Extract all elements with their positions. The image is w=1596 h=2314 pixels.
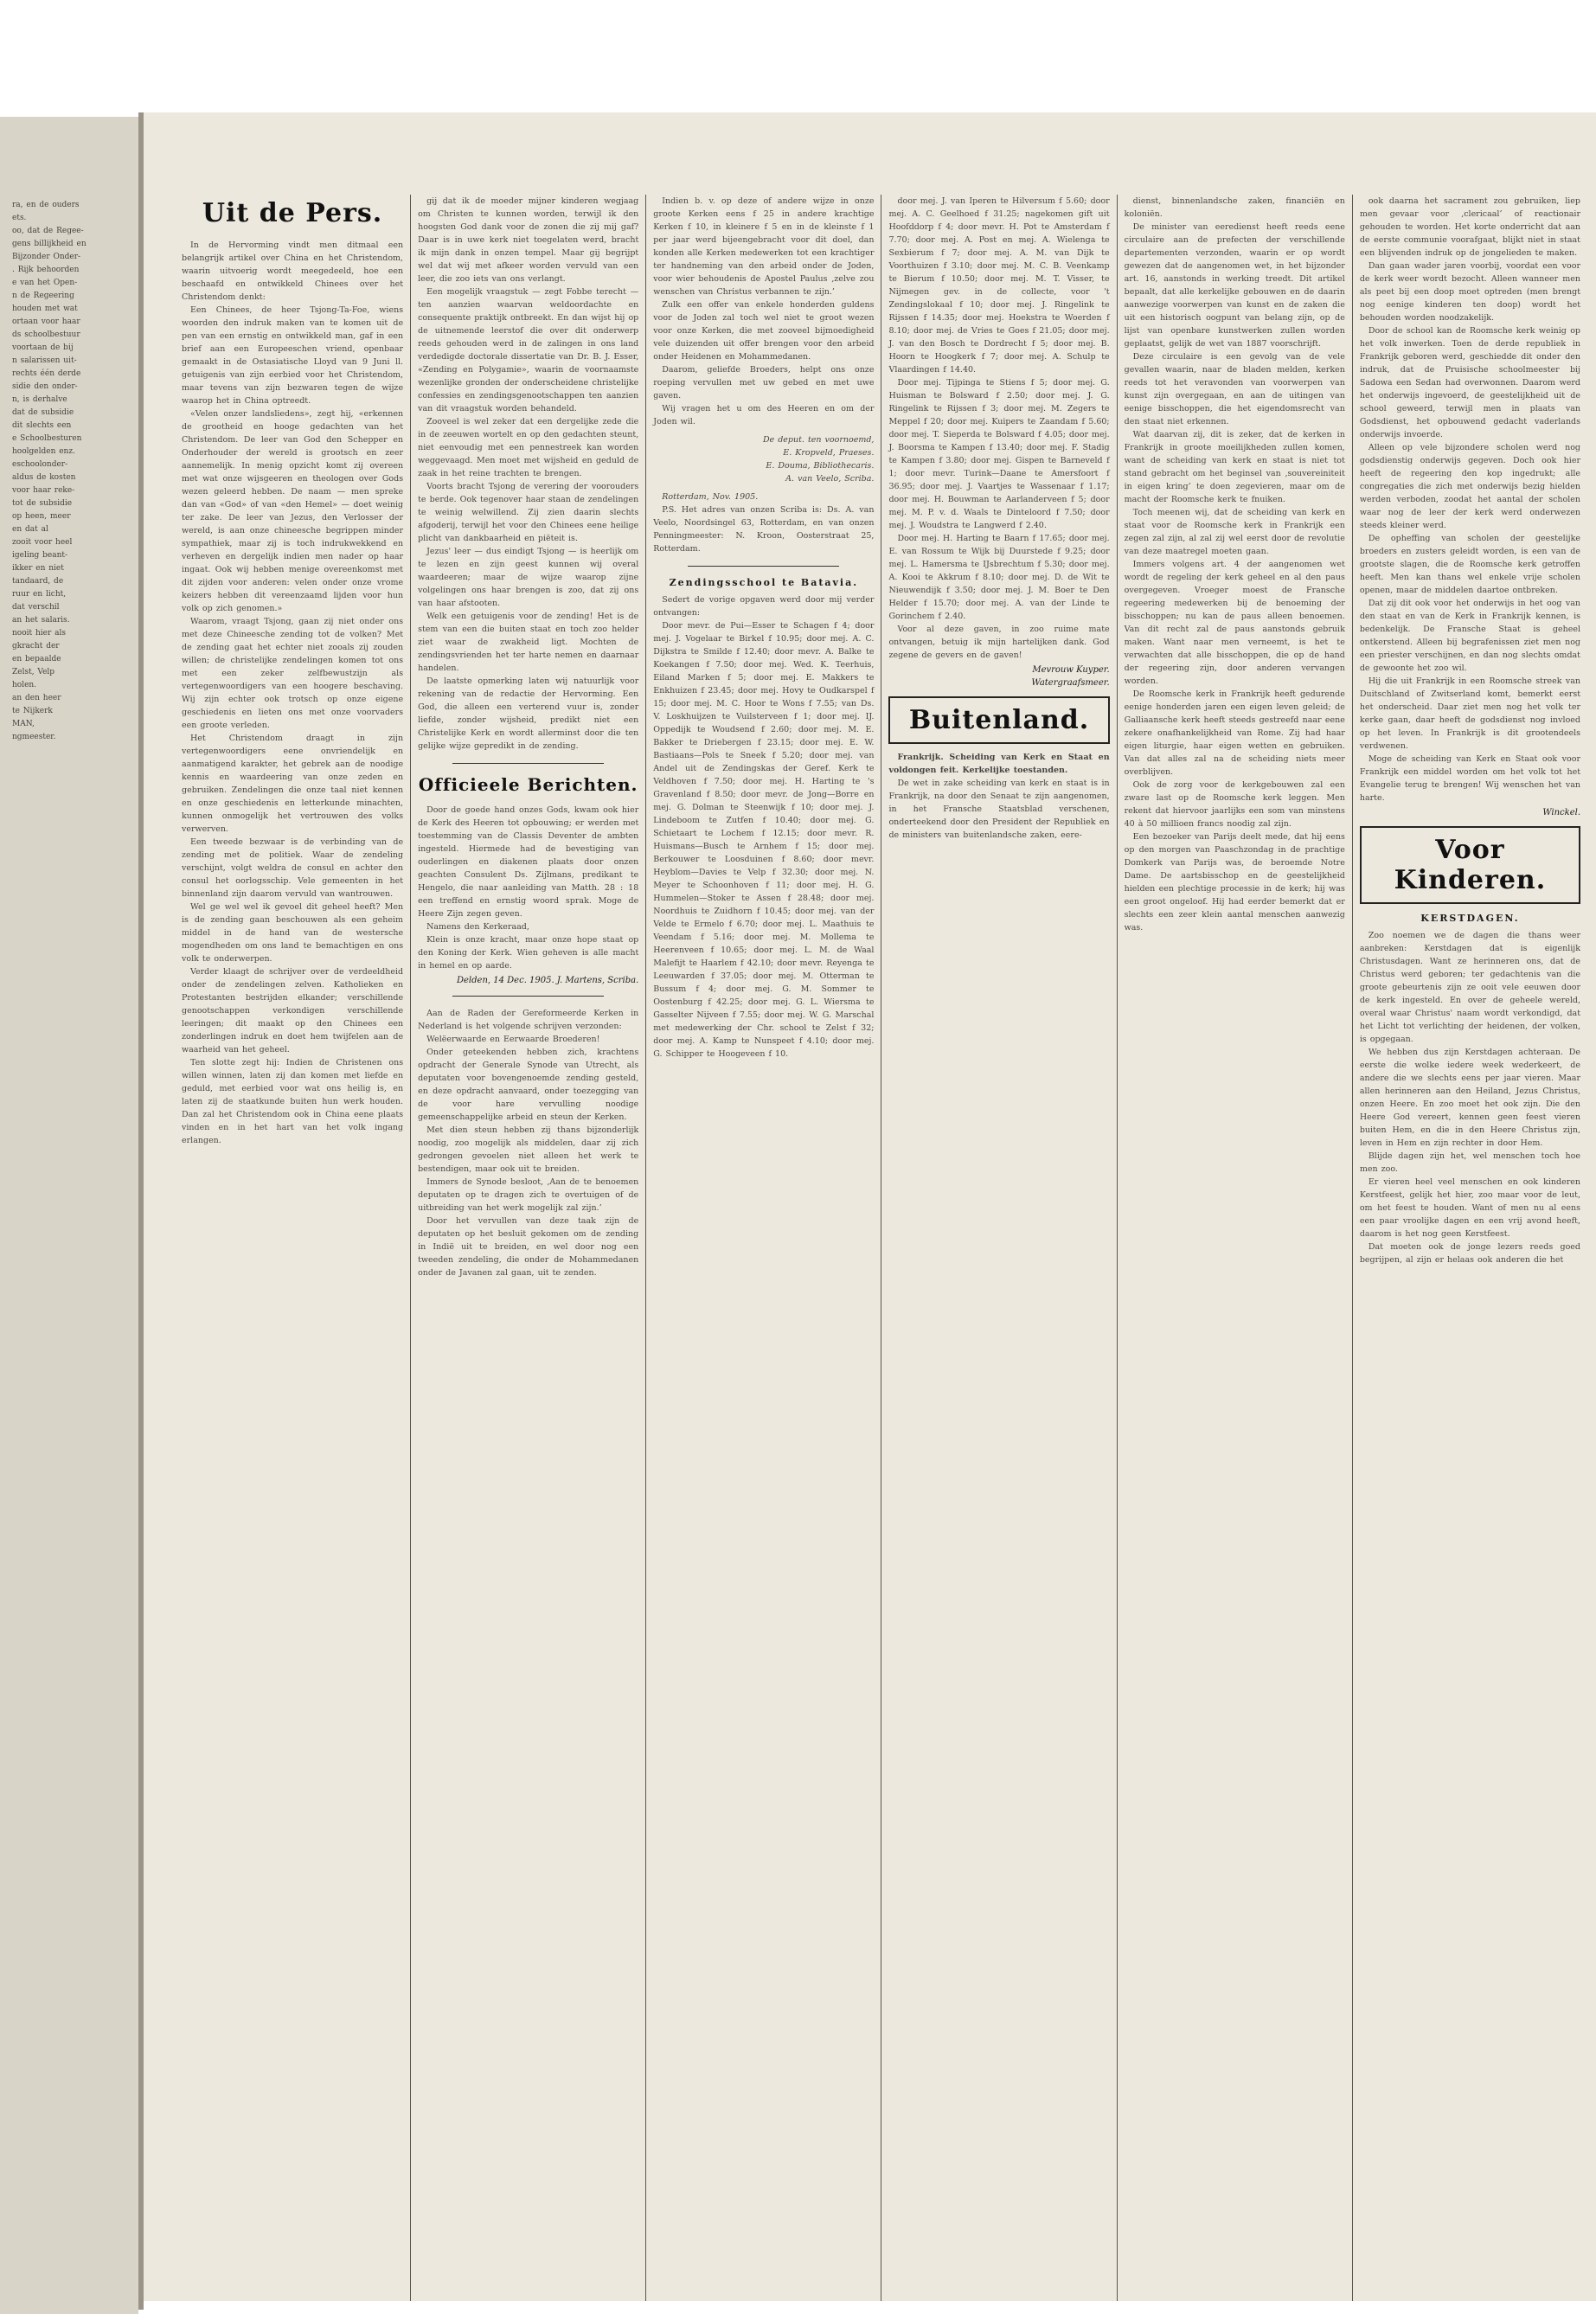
paragraph: Dat zij dit ook voor het onderwijs in het oog van den staat en van de Kerk in Frankrijk kennen, is bedenkelijk. De Fransche Staat is geheel ontkerstend. Alleen bij begrafenissen ziet men nog een priester verschijnen, en dan nog slechts omdat de gewoonte het zoo wil.: [1359, 599, 1581, 673]
paragraph: Een tweede bezwaar is de verbinding van de zending met de politiek. Waar de zendeling verschijnt, volgt weldra de consul en achter den consul het oorlogsschip. Vele gemeenten in het binnenland zijn daarom vervuld van wantrouwen.: [182, 837, 404, 899]
paragraph: Wat daarvan zij, dit is zeker, dat de kerken in Frankrijk in groote moeilijkheden zullen komen, want de scheiding van kerk en staat is niet tot stand gebracht om het beginsel van ‚souvereiniteit in eigen kring’ te doen zegevieren, maar om de macht der Roomsche kerk te fnuiken.: [1124, 430, 1345, 504]
column-4-body: [888, 195, 1109, 662]
paragraph: Door het vervullen van deze taak zijn de deputaten op het besluit gekomen om de zending in Indië uit te breiden, en wel door nog een tweeden zendeling, die onder de Mohammedanen onder de Javanen zal gaan, uit te zenden.: [418, 1216, 639, 1278]
previous-page-line: . Rijk behoorden: [12, 266, 80, 274]
paragraph: De laatste opmerking laten wij natuurlijk voor rekening van de redactie der Hervorming. Een God, die alleen een verterend vuur is, zonder liefde, zonder wijsheid, predikt niet een Christelijke Kerk en wordt allerminst door die ten gelijke wijze gepredikt in de zending.: [418, 676, 639, 751]
previous-page-line: eschoolonder-: [12, 460, 68, 469]
divider: [452, 763, 604, 764]
previous-page-line: ikker en niet: [12, 564, 64, 573]
contributor-place: Watergraafsmeer.: [1031, 678, 1110, 688]
paragraph: Dan gaan wader jaren voorbij, voordat een voor de kerk weer wordt bezocht. Alleen wanneer men als peet bij een doop moet optreden (men brengt nog eenige kinderen ten doop) wordt het behouden worden noodzakelijk.: [1359, 261, 1581, 323]
official-notices-body: [418, 804, 638, 972]
paragraph: Voor al deze gaven, in zoo ruime mate ontvangen, betuig ik mijn hartelijken dank. God zegene de gevers en de gaven!: [888, 625, 1110, 660]
previous-page-line: ngmeester.: [12, 733, 56, 741]
column-2-body: [418, 195, 638, 753]
paragraph: Hij die uit Frankrijk in een Roomsche streek van Duitschland of Zwitserland komt, bemerkt eerst het onderscheid. Daar ziet men nog het volk ter kerke gaan, daar heeft de godsdienst nog invloed op het leven. In Frankrijk is dit grootendeels verdwenen.: [1359, 676, 1581, 751]
previous-page-line: ruur en licht,: [12, 590, 67, 599]
paragraph: We hebben dus zijn Kerstdagen achteraan. De eerste die wolke iedere week wederkeert, de andere die we slechts eens per jaar vieren. Maar allen herinneren aan den Heiland, Jezus Christus, onzen Heere. En zoo moet het ook zijn. Die den Heere God vereert, kennen geen feest vieren buiten Hem, en die in den Heere Christus zijn, leven in Hem en zijn rechter in door Hem.: [1359, 1048, 1581, 1148]
paragraph: Met dien steun hebben zij thans bijzonderlijk noodig, zoo mogelijk als middelen, daar zij zich gedrongen gevoelen niet alleen het werk te bestendigen, maar ook uit te breiden.: [418, 1125, 639, 1174]
paragraph: Klein is onze kracht, maar onze hope staat op den Koning der Kerk. Wien geheven is alle macht in hemel en op aarde.: [418, 935, 639, 971]
paragraph: Door mej. H. Harting te Baarn f 17.65; door mej. E. van Rossum te Wijk bij Duurstede f 9.25; door mej. L. Hamersma te IJsbrechtum f 5.30; door mej. A. Kooi te Akkrum f 8.10; door mej. D. de Wit te Nieuwendijk f 3.50; door mej. J. M. Boer te Den Helder f 15.70; door mej. A. van der Linde te Gorinchem f 2.40.: [888, 534, 1110, 621]
previous-page-line: voortaan de bij: [12, 343, 74, 352]
paragraph: Zoo noemen we de dagen die thans weer aanbreken: Kerstdagen dat is eigenlijk Christusdagen. Want ze herinneren ons, dat de Christus werd geboren; ter gedachtenis van die groote gebeurtenis zijn ze ooit vele eeuwen door de kerk ingesteld. En over de geheele wereld, overal waar Christus' naam wordt verkondigd, dat het Licht tot verlichting der heidenen, der volken, is opgegaan.: [1359, 931, 1581, 1044]
previous-page-line: ds schoolbestuur: [12, 330, 80, 339]
column-3-body: [653, 195, 874, 428]
section-title-buitenland: Buitenland.: [908, 705, 1090, 735]
previous-page-line: hoolgelden enz.: [12, 447, 75, 456]
section-title-voor-kinderen: Voor Kinderen.: [1394, 835, 1547, 895]
paragraph: ook daarna het sacrament zou gebruiken, liep men gevaar voor ‚clericaal’ of reactionair gehouden te worden. Het korte onderricht dat aan de eerste communie voorafgaat, blijkt niet in staat een blijvenden indruk op de jongelieden te maken.: [1359, 196, 1581, 258]
paragraph: Er vieren heel veel menschen en ook kinderen Kerstfeest, gelijk het hier, zoo maar voor de leut, om het feest te houden. Want of men nu al eens een paar vroolijke dagen en een vrij avond heeft, daarom is het nog geen Kerstfeest.: [1359, 1177, 1581, 1239]
column-5-body: [1125, 195, 1345, 934]
previous-page-line: zooit voor heel: [12, 538, 73, 547]
paragraph: Wel ge wel wel ik gevoel dit geheel heeft? Men is de zending gaan beschouwen als een geheim middel in de hand van de westersche mogendheden om ons land te bemachtigen en ons volk te onderwerpen.: [182, 902, 404, 964]
paragraph: Welëerwaarde en Eerwaarde Broederen!: [426, 1035, 600, 1044]
paragraph: Toch meenen wij, dat de scheiding van kerk en staat voor de Roomsche kerk in Frankrijk een zegen zal zijn, al zal zij wel eerst door de revolutie van deze maatregel moeten gaan.: [1124, 508, 1345, 556]
previous-page-line: ortaan voor haar: [12, 317, 80, 326]
previous-page-line: oo, dat de Regee-: [12, 227, 84, 235]
previous-page-line: tandaard, de: [12, 577, 64, 586]
paragraph: Zulk een offer van enkele honderden guldens voor de Joden zal toch wel niet te groot wezen voor onze Kerken, die met zooveel bijmoedigheid vele duizenden uit offer brengen voor den arbeid onder Heidenen en Mohammedanen.: [653, 300, 875, 362]
paragraph: dienst, binnenlandsche zaken, financiën en koloniën.: [1124, 196, 1345, 219]
paragraph: Onder geteekenden hebben zich, krachtens opdracht der Generale Synode van Utrecht, als deputaten voor bovengenoemde zending gesteld, en deze opdracht aanvaard, onder toezegging van de voor hare vervulling noodige gemeenschappelijke arbeid en steun der Kerken.: [418, 1048, 639, 1122]
previous-page-line: tot de subsidie: [12, 499, 73, 508]
paragraph: De Roomsche kerk in Frankrijk heeft gedurende eenige honderden jaren een eigen leven geleid; de Galliaansche kerk heeft steeds gestreefd naar eene zekere onafhankelijkheid van Rome. Zij had haar eigen liturgie, haar eigen wetten en gebruiken. Van dat alles zal na de scheiding niets meer overblijven.: [1124, 689, 1345, 777]
previous-page-line: ets.: [12, 214, 27, 222]
article-signature: Winckel.: [1542, 808, 1581, 817]
column-1: [175, 195, 410, 2301]
official-signature: Delden, 14 Dec. 1905. J. Martens, Scriba.: [457, 976, 639, 985]
paragraph: Namens den Kerkeraad,: [426, 922, 529, 932]
newspaper-page: [144, 112, 1596, 2301]
paragraph: door mej. J. van Iperen te Hilversum f 5.60; door mej. A. C. Geelhoed f 31.25; nagekomen gift uit Hoofddorp f 4; door mevr. H. Pot te Amsterdam f 7.70; door mej. A. Post en mej. A. Wielenga te Sexbierum f 7; door mej. A. M. van Dijk te Voorthuizen f 3.10; door mej. M. C. B. Veenkamp te Bierum f 10.50; door mej. M. T. Visser, te Nijmegen gev. in de collecte, voor 't Zendingslokaal f 10; door mej. J. Ringelink te Rijssen f 14.35; door mej. Hoekstra te Woerden f 8.10; door mej. de Vries te Goes f 21.05; door mej. J. van den Bosch te Dordrecht f 5; door mej. B. Hoorn te Hoogkerk f 7; door mej. A. Schulp te Vlaardingen f 14.40.: [888, 196, 1110, 375]
column-2: [410, 195, 645, 2301]
column-1-body: [182, 239, 403, 1147]
column-6-body: [1360, 195, 1580, 804]
paragraph: In de Hervorming vindt men ditmaal een belangrijk artikel over China en het Christendom, waarin uitvoerig wordt meegedeeld, hoe een beschaafd en ontwikkeld Chinees over het Christendom denkt:: [182, 240, 404, 302]
section-title-zendingsschool: Zendingsschool te Batavia.: [669, 577, 859, 588]
paragraph: Ten slotte zegt hij: Indien de Christenen ons willen winnen, laten zij dan komen met liefde en geduld, met eerbied voor wat ons heilig is, en laten zij de staatkunde buiten hun werk houden. Dan zal het Christendom ook in China eene plaats vinden en in het hart van het volk ingang erlangen.: [182, 1058, 404, 1145]
paragraph: Een Chinees, de heer Tsjong-Ta-Foe, wiens woorden den indruk maken van te komen uit de pen van een ernstig en ontwikkeld man, gaf in een brief aan een Europeeschen vriend, openbaar gemaakt in de Ostasiatische Lloyd van 9 Juni ll. getuigenis van zijn eerbied voor het Christendom, maar tevens van zijn bezwaren tegen de wijze waarop het in China optreedt.: [182, 305, 404, 406]
paragraph: Alleen op vele bijzondere scholen werd nog godsdienstig onderwijs gegeven. Doch ook hier heeft de regeering den kop ingedrukt; alle congregaties die zich met onderwijs bezig hielden werden verboden, zoodat het aantal der scholen waar nog de leer der kerk werd onderwezen steeds kleiner werd.: [1359, 443, 1581, 530]
buitenland-header-box: [888, 696, 1109, 744]
column-6: [1352, 195, 1587, 2301]
previous-page-line: holen.: [12, 681, 37, 689]
paragraph: Immers volgens art. 4 der aangenomen wet wordt de regeling der kerk geheel en al den paus overgegeven. Vroeger moest de Fransche regeering medewerken bij de benoeming der bisschoppen; nu kan de paus alleen benoemen. Van dit recht zal de paus aanstonds gebruik maken. Want naar men verneemt, is het te verwachten dat alle bisschoppen, die op de hand der regeering zijn, door anderen vervangen worden.: [1124, 560, 1345, 686]
zending-intro: Sedert de vorige opgaven werd door mij verder ontvangen:: [653, 595, 875, 618]
address-to-churches-body: [418, 1007, 638, 1279]
paragraph: Dat moeten ook de jonge lezers reeds goed begrijpen, al zijn er helaas ook anderen die het: [1359, 1242, 1581, 1265]
previous-page-line: MAN,: [12, 720, 35, 728]
paragraph: Deze circulaire is een gevolg van de vele gevallen waarin, naar de bladen melden, kerken reeds tot het veravonden van voorwerpen van kunst zijn overgegaan, en aan de uitingen van eenige bisschoppen, die het eigendomsrecht van den staat niet erkennen.: [1124, 352, 1345, 426]
paragraph: Door mej. Tijpinga te Stiens f 5; door mej. G. Huisman te Bolsward f 2.50; door mej. J. G. Ringelink te Rijssen f 3; door mej. M. Zegers te Meppel f 20; door mej. Kuipers te Zaandam f 5.60; door mej. T. Sieperda te Bolsward f 4.05; door mej. J. Boorsma te Kampen f 13.40; door mej. F. Stadig te Kampen f 3.80; door mej. Gispen te Barneveld f 1; door mevr. Turink—Daane te Amersfoort f 36.95; door mej. J. Vaartjes te Wassenaar f 1.17; door mej. H. Bouwman te Aarlanderveen f 5; door mej. M. P. v. d. Waals te Dinteloord f 7.50; door mej. J. Woudstra te Langwerd f 2.40.: [888, 378, 1110, 530]
zending-donations-list: Door mevr. de Pui—Esser te Schagen f 4; door mej. J. Vogelaar te Birkel f 10.95; door mej. A. C. Dijkstra te Smilde f 12.40; door mevr. A. Balke te Koekangen f 7.50; door mej. Wed. K. Teerhuis, Eiland Marken f 5; door mej. E. Makkers te Enkhuizen f 23.45; door mej. Hovy te Oudkarspel f 15; door mej. M. C. Hoor te Wons f 7.55; van Ds. V. Loskhuijzen te Vuilsterveen f 1; door mej. IJ. Oppedijk te Woudsend f 2.60; door mej. M. E. Bakker te Driebergen f 23.15; door mej. E. W. Bastiaans—Pols te Sneek f 5.20; door mej. van Andel uit de Zendingskas der Geref. Kerk te Veldhoven f 7.50; door mej. H. Harting te 's Gravenland f 8.50; door mevr. de Jong—Borre en mej. G. Dolman te Steenwijk f 10; door mej. J. Lindeboom te Zutfen f 10.40; door mej. G. Schietaart te Lochem f 12.15; door mevr. R. Huismans—Busch te Arnhem f 15; door mej. Berkouwer te Loosduinen f 8.60; door mevr. Heyblom—Davies te Velp f 32.30; door mej. N. Meyer te Schoonhoven f 11; door mej. H. G. Hummelen—Stoker te Assen f 28.48; door mej. Noordhuis te Zuidhorn f 10.45; door mej. van der Velde te Ermelo f 6.70; door mej. L. Maathuis te Veendam f 5.16; door mej. M. Mollema te Heerenveen f 10.65; door mej. L. M. de Waal Malefijt te Haarlem f 42.10; door mevr. Reyenga te Leeuwarden f 37.05; door mej. M. Otterman te Bussum f 4; door mej. G. M. Sommer te Oostenburg f 42.25; door mej. G. L. Wiersma te Gasselter Nijveen f 7.55; door mej. W. G. Marschal met medewerking der Chr. school te Zelst f 32; door mej. A. Kamp te Nunspeet f 4.10; door mej. G. Schipper te Hoogeveen f 10.: [653, 621, 875, 1059]
section-title-uit-de-pers: Uit de Pers.: [202, 198, 383, 228]
frankrijk-article-body: [888, 777, 1109, 842]
previous-page-line: op heen, meer: [12, 512, 71, 521]
previous-page-line: sidie den onder-: [12, 382, 78, 391]
previous-page-line: en dat al: [12, 525, 48, 534]
previous-page-line: e van het Open-: [12, 279, 78, 287]
previous-page-line: rechts één derde: [12, 369, 81, 378]
paragraph: Verder klaagt de schrijver over de verdeeldheid onder de zendelingen zelven. Katholieken en Protestanten bestrijden elkander; verschillende genootschappen verkondigen verschillende leeringen; dit maakt op den Chinees een zonderlingen indruk en doet hem twijfelen aan de waarheid van het geheel.: [182, 967, 404, 1054]
paragraph: Welk een getuigenis voor de zending! Het is de stem van een die buiten staat en toch zoo helder ziet waar de zwakheid ligt. Mochten de zendingsvrienden het ter harte nemen en daarnaar handelen.: [418, 612, 639, 673]
paragraph: Moge de scheiding van Kerk en Staat ook voor Frankrijk een middel worden om het volk tot het Evangelie terug te brengen! Wij wenschen het van harte.: [1359, 754, 1581, 803]
previous-page-line: an het salaris.: [12, 616, 70, 625]
paragraph: Waarom, vraagt Tsjong, gaan zij niet onder ons met deze Chineesche zending tot de volken? Met de zending gaat het echter niet zooals zij zouden willen; de christelijke zendelingen komen tot ons met een zeker zelfbewustzijn als vertegenwoordigers van een hoogere beschaving. Wij zijn echter ook trotsch op onze eigene geschiedenis en lieten ons met onze voorvaders een groote verleden.: [182, 617, 404, 730]
paragraph: Aan de Raden der Gereformeerde Kerken in Nederland is het volgende schrijven verzonden:: [418, 1009, 639, 1031]
previous-page-line: en bepaalde: [12, 655, 61, 663]
paragraph: Wij vragen het u om des Heeren en om der Joden wil.: [653, 404, 875, 426]
signatory-line: A. van Veelo, Scriba.: [785, 474, 875, 484]
paragraph: Door de goede hand onzes Gods, kwam ook hier de Kerk des Heeren tot opbouwing; er werden met toestemming van de Classis Deventer de ambten ingesteld. Hiermede had de bevestiging van ouderlingen en diakenen plaats door onzen geachten Consulent Ds. Zijlmans, predikant te Hengelo, die naar aanleiding van Matth. 28 : 18 een treffend en ernstig woord sprak. Moge de Heere Zijn zegen geven.: [418, 805, 639, 919]
deputies-signatures: [653, 433, 874, 485]
previous-page-fragment: [0, 117, 138, 2314]
previous-page-line: Zelst, Velp: [12, 668, 55, 676]
paragraph: Door de school kan de Roomsche kerk weinig op het volk inwerken. Toen de derde republiek in Frankrijk geboren werd, geschiedde dit onder den indruk, dat de Pruisische schoolmeester bij Sadowa een Sedan had overwonnen. Daarom werd het onderwijs ingevoerd, de geestelijkheid uit de school geweerd, terwijl men in plaats van Godsdienst, het opbouwend gedacht vaderlands onderwijs invoerde.: [1359, 326, 1581, 439]
previous-page-line: voor haar reke-: [12, 486, 75, 495]
previous-page-line: igeling beant-: [12, 551, 68, 560]
paragraph: Blijde dagen zijn het, wel menschen toch hoe men zoo.: [1359, 1151, 1581, 1174]
paragraph: «Velen onzer landsliedens», zegt hij, «erkennen de grootheid en hooge gedachten van het Christendom. De leer van God den Schepper en Onderhouder der wereld is grootsch en zeer aannemelijk. In menig opzicht komt zij overeen met wat onze wijsgeeren en theologen over Gods wezen geleerd hebben. De naam — men spreke dan van «God» of van «den Hemel» — doet weinig ter zake. De leer van Jezus, den Verlosser der wereld, is aan onze chineesche begrippen minder sympathiek, maar zij is toch indrukwekkend en verheven en dergelijk indien men nader op haar ingaat. Ook wij hebben menige overeenkomst met dit zijden voor anderen: velen onder onze vrome keizers hebben dit vereenzaamd lijden voor hun volk op zich genomen.»: [182, 409, 404, 613]
previous-page-line: n de Regeering: [12, 292, 74, 300]
previous-page-line: houden met wat: [12, 304, 78, 313]
previous-page-line: gens billijkheid en: [12, 240, 87, 248]
paragraph: Het Christendom draagt in zijn vertegenwoordigers eene onvriendelijk en aanmatigend karakter, het gebrek aan de noodige kennis en waardeering van onze zeden en gebruiken. Zendelingen die onze taal niet kennen en onze geschiedenis en letterkunde minachten, kunnen onmogelijk het vertrouwen des volks verwerven.: [182, 734, 404, 834]
previous-page-line: e Schoolbesturen: [12, 434, 82, 443]
voor-kinderen-header-box: [1360, 826, 1580, 904]
previous-page-line: nooit hier als: [12, 629, 67, 638]
paragraph: gij dat ik de moeder mijner kinderen wegjaag om Christen te kunnen worden, terwijl ik den hoogsten God dank voor de zonen die zij mij gaf? Daar is in uwe kerk niet toegelaten werd, bracht ik mijn dank in onzen tempel. Maar gij begrijpt wel dat wij met afkeer worden vervuld van een leer, die zoo iets van ons verlangt.: [418, 196, 639, 284]
signatory-line: E. Kropveld, Praeses.: [783, 448, 875, 458]
paragraph: Ook de zorg voor de kerkgebouwen zal een zware last op de Roomsche kerk leggen. Men rekent dat hiervoor jaarlijks een som van minstens 40 à 50 millioen francs noodig zal zijn.: [1124, 780, 1345, 829]
paragraph: Indien b. v. op deze of andere wijze in onze groote Kerken eens f 25 in andere krachtige Kerken f 10, in kleinere f 5 en in de kleinste f 1 per jaar werd bijeengebracht voor dit doel, dan konden alle Kerken medewerken tot een krachtiger ter handneming van den arbeid onder de Joden, voor wier behoudenis de Apostel Paulus ‚zelve zou wenschen van Christus verbannen te zijn.’: [653, 196, 875, 297]
paragraph: Immers de Synode besloot, ‚Aan de te benoemen deputaten op te dragen zich te overtuigen of de uitbreiding van het werk mogelijk zal zijn.’: [418, 1177, 639, 1213]
paragraph: Een bezoeker van Parijs deelt mede, dat hij eens op den morgen van Paaschzondag in de prachtige Domkerk van Parijs was, de beroemde Notre Dame. De aartsbisschop en de geestelijkheid hielden een plechtige processie in de kerk; hij was een groot ongeloof. Hij had eerder bemerkt dat er slechts een zeer klein aantal menschen aanwezig was.: [1124, 832, 1345, 933]
column-5: [1117, 195, 1352, 2301]
previous-page-line: ra, en de ouders: [12, 201, 80, 209]
paragraph: Voorts bracht Tsjong de verering der voorouders te berde. Ook tegenover haar staan de zendelingen te weinig welwillend. Zij zien daarin slechts afgoderij, terwijl het voor den Chinees eene heilige plicht van dankbaarheid en piëteit is.: [418, 482, 639, 543]
kerstdagen-heading: KERSTDAGEN.: [1420, 913, 1520, 924]
previous-page-line: aldus de kosten: [12, 473, 76, 482]
column-4: [881, 195, 1116, 2301]
kinderen-article-body: [1360, 929, 1580, 1266]
divider: [452, 996, 604, 997]
paragraph: Zooveel is wel zeker dat een dergelijke zede die in de zeeuwen wortelt en op den gedachten steunt, niet eenvoudig met een pennestreek kan worden weggevaagd. Men moet met wijsheid en geduld de zaak in het reine trachten te brengen.: [418, 417, 639, 478]
contributor-signature: Mevrouw Kuyper.: [1032, 665, 1110, 675]
previous-page-line: n salarissen uit-: [12, 356, 77, 365]
section-title-officieele-berichten: Officieele Berichten.: [418, 774, 638, 795]
previous-page-line: te Nijkerk: [12, 707, 53, 715]
column-3: [645, 195, 881, 2301]
postscript: P.S. Het adres van onzen Scriba is: Ds. A. van Veelo, Noordsingel 63, Rotterdam, en van onzen Penningmeester: N. Kroon, Oosterstraat 25, Rotterdam.: [653, 505, 875, 554]
previous-page-line: an den heer: [12, 694, 61, 702]
paragraph: De opheffing van scholen der geestelijke broeders en zusters geleidt worden, is een van de grootste slagen, die de Roomsche kerk getroffen heeft. Men kan thans wel enkele vrije scholen openen, maar de middelen daartoe ontbreken.: [1359, 534, 1581, 595]
previous-page-line: dat de subsidie: [12, 408, 74, 417]
previous-page-line: dit slechts een: [12, 421, 72, 430]
previous-page-line: Bijzonder Onder-: [12, 253, 81, 261]
paragraph: De minister van eeredienst heeft reeds eene circulaire aan de prefecten der verschillende departementen verzonden, waarin er op wordt gewezen dat de aangenomen wet, in het bijzonder art. 16, aanstonds in werking treedt. Dit artikel bepaalt, dat alle kerkelijke gebouwen en de daarin aanwezige voorwerpen van kunst en de zaken die uit een historisch oogpunt van belang zijn, op de lijst van openbare kunstwerken zullen worden geplaatst, gelijk de wet van 1887 voorschrijft.: [1124, 222, 1345, 349]
paragraph: Daarom, geliefde Broeders, helpt ons onze roeping vervullen met uw gebed en met uwe gaven.: [653, 365, 875, 401]
signatory-line: De deput. ten voornoemd,: [762, 435, 875, 445]
paragraph: Een mogelijk vraagstuk — zegt Fobbe terecht — ten aanzien waarvan weldoordachte en consequente praktijk ontbreekt. En dan wijst hij op de uitnemende leerstof die over dit onderwerp reeds gehouden werd in de zalingen in ons land verdedigde doctorale dissertatie van Dr. B. J. Esser, «Zending en Polygamie», waarin de voornaamste wezenlijke gronden der onderscheidene christelijke confessies en zendingsgenootschappen ten aanzien van dit vraagstuk worden behandeld.: [418, 287, 639, 413]
signatory-line: E. Douma, Bibliothecaris.: [766, 461, 875, 471]
date-line: Rotterdam, Nov. 1905.: [662, 492, 759, 502]
paragraph: De wet in zake scheiding van kerk en staat is in Frankrijk, na door den Senaat te zijn aangenomen, in het Fransche Staatsblad verschenen, onderteekend door den President der Republiek en de ministers van buitenlandsche zaken, eere-: [888, 779, 1110, 840]
previous-page-line: gkracht der: [12, 642, 60, 651]
previous-page-line: dat verschil: [12, 603, 60, 612]
divider: [688, 566, 839, 567]
previous-page-column: [5, 199, 135, 744]
paragraph: Jezus' leer — dus eindigt Tsjong — is heerlijk om te lezen en zijn geest kunnen wij overal waardeeren; maar de wijze waarop zijne volgelingen ons haar brengen is zoo, dat zij ons van haar afstooten.: [418, 547, 639, 608]
previous-page-line: n, is derhalve: [12, 395, 67, 404]
frankrijk-heading: Frankrijk. Scheiding van Kerk en Staat en voldongen feit. Kerkelijke toestanden.: [888, 753, 1110, 775]
